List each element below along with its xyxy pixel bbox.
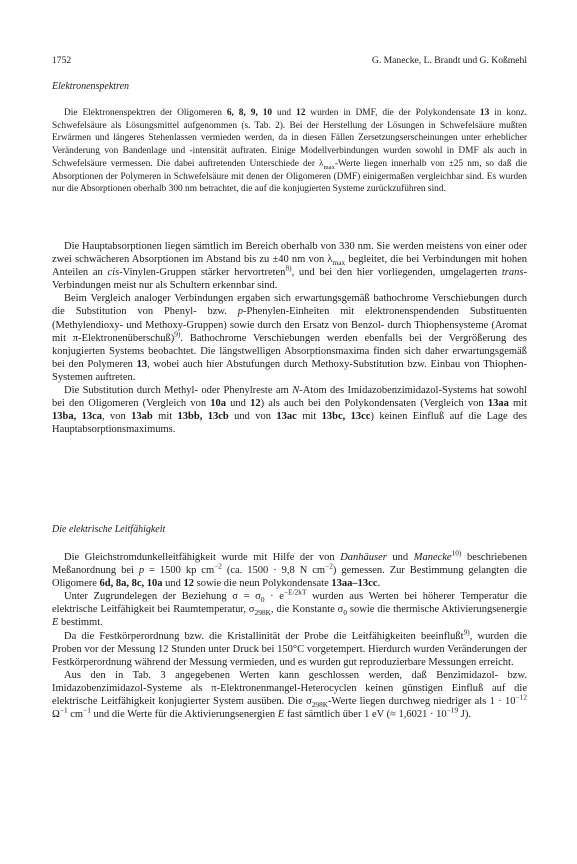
paragraph-hauptabsorptionen: Die Hauptabsorptionen liegen sämtlich im Bereich oberhalb von 330 nm. Sie werden meistens von einer oder zwei schwächeren Absorptionen im Abstand bis zu ±40 nm von $\lambda_{max}$ begleitet, die bei Verbindungen mit hohen Anteilen an cis-Vinylen-Gruppen stärker hervortreten$^{8)}$, und bei den hier vorliegenden, umgelagerten trans-Verbindungen meist nur als Schultern erkennbar sind. (52, 241, 527, 292)
paragraph-beziehung: Unter Zugrundelegen der Beziehung $\sigma = \sigma_0 \cdot e^{-E/2kT}$ wurden aus Werten bei höherer Temperatur die elektrische Leitfähigkeit bei Raumtemperatur, $\sigma_{298K}$, die Konstante $\sigma_0$ sowie die thermische Aktivierungsenergie E bestimmt. (52, 587, 527, 629)
page-number: 1752 (52, 55, 72, 66)
running-header-authors: G. Manecke, L. Brandt und G. Koßmehl (371, 55, 527, 66)
spectra-body (52, 240, 527, 436)
paragraph-tab3: Aus den in Tab. 3 angegebenen Werten kann geschlossen werden, daß Benzimidazol- bzw. Imidazobenzimidazol-Systeme als π-Elektronenmangel-Heterocyclen keinen günstigen Einfluß auf die elektrische Leitfähigkeit konjugierter System ausüben. Die $\sigma_{298K}$-Werte liegen durchweg niedriger als $1 \cdot 10^{-12}$ $\Omega^{-1}$ $cm^{-1}$ und die Werte für die Aktivierungsenergien E fast sämtlich über 1 eV (≈ $1,6021 \cdot 10^{-19}$ J). (52, 669, 527, 721)
running-header (52, 55, 527, 69)
section-title-elektronenspektren: Elektronenspektren (52, 81, 130, 92)
conductivity-body (52, 548, 527, 721)
paragraph-vergleich: Beim Vergleich analoger Verbindungen ergaben sich erwartungsgemäß bathochrome Verschiebungen durch die Substitution von Phenyl- bzw. p-Phenylen-Einheiten mit elektronenspendenden Substituenten (Methylendioxy- und Methoxy-Gruppen) sowie durch den Ersatz von Benzol- durch Thiophensysteme (Aromat mit π-Elektronenüberschuß)$^{9)}$. Bathochrome Verschiebungen werden ebenfalls bei der Vergrößerung des konjugierten Systems beobachtet. Die längstwelligen Absorptionsmaxima finden sich daher erwartungsgemäß bei den Polymeren 13, wobei auch hier Abstufungen durch Methoxy-Substitution bzw. Einbau von Thiophen-Systemen auftreten. (52, 293, 528, 383)
small-print-paragraph: Die Elektronenspektren der Oligomeren 6, 8, 9, 10 und 12 wurden in DMF, die der Polykondensate 13 in konz. Schwefelsäure als Lösungsmittel aufgenommen (s. Tab. 2). Bei der Herstellung der Lösungen in Schwefelsäure mußten Erwärmen und längeres Stehenlassen vermieden werden, da in diesen Fällen Zersetzungserscheinungen unter erheblicher Veränderung von Bandenlage und -intensität auftraten. Einige Modellverbindungen wurden sowohl in DMF als auch in Schwefelsäure vermessen. Die dabei auftretenden Unterschiede der $\lambda_{max}$-Werte liegen innerhalb von ±25 nm, so daß die Absorptionen der Polymeren in Schwefelsäure mit denen der Oligomeren (DMF) einigermaßen vergleichbar sind. Es wurden nur die Absorptionen oberhalb 300 nm betrachtet, die auf die konjugierten Systeme zurückzuführen sind. (52, 108, 528, 195)
section-title-leitfaehigkeit: Die elektrische Leitfähigkeit (52, 524, 166, 535)
paragraph-substitution: Die Substitution durch Methyl- oder Phenylreste am N-Atom des Imidazobenzimidazol-Systems hat sowohl bei den Oligomeren (Vergleich von 10a und 12) als auch bei den Polykondensaten (Vergleich von 13aa mit 13ba, 13ca, von 13ab mit 13bb, 13cb und von 13ac mit 13bc, 13cc) keinen Einfluß auf die Lage des Hauptabsorptionsmaximums. (52, 385, 528, 436)
paragraph-festkoerperordnung: Da die Festkörperordnung bzw. die Kristallinität der Probe die Leitfähigkeiten beeinflußt$^{9)}$, wurden die Proben vor der Messung 12 Stunden unter Druck bei 150°C vorgetempert. Hierdurch wurden Veränderungen der Festkörperordnung während der Messung vermieden, und es wurden gut reproduzierbare Messungen erreicht. (52, 627, 527, 668)
paragraph-gleichstrom: Die Gleichstromdunkelleitfähigkeit wurde mit Hilfe der von Danhäuser und Manecke$^{10)}$ beschriebenen Meßanordnung bei p = 1500 kp $cm^{-2}$ (ca. 1500 · 9,8 N $cm^{-2}$) gemessen. Zur Bestimmung gelangten die Oligomere 6d, 8a, 8c, 10a und 12 sowie die neun Polykondensate 13aa–13cc. (52, 548, 527, 590)
